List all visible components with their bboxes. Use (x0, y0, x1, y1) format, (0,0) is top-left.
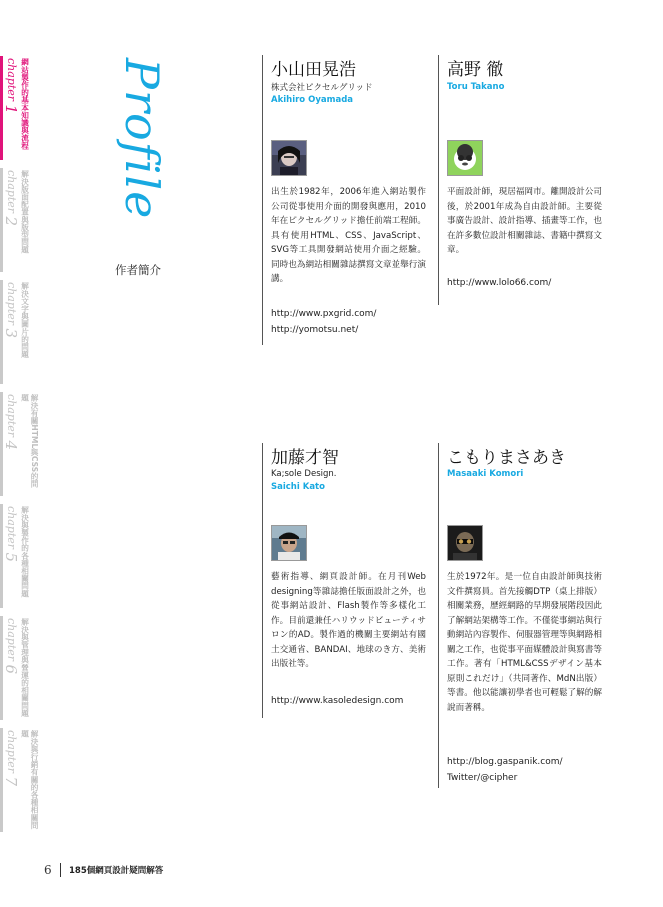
avatar-photo-icon (272, 526, 306, 560)
chapter-desc: 解決與製作的各種相關問題 (20, 506, 30, 598)
divider-line (438, 55, 439, 305)
book-title: 185個網頁設計疑問解答 (69, 866, 164, 876)
page-number: 6 (44, 863, 52, 877)
page-subtitle: 作者簡介 (115, 263, 161, 277)
avatar (271, 140, 307, 176)
chapter-desc: 解決文字與圖片的問題 (20, 282, 30, 358)
author-card (262, 443, 442, 743)
author-romaji: Masaaki Komori (447, 469, 524, 479)
author-bio: 生於1972年。是一位自由設計師與技術文件撰寫員。首先接觸DTP（桌上排版）相關業務，歷經網路的早期發展階段因此了解網站架構等工作。不僅從事網站與行動網站內容製作、伺服器管理等與網路相關之工作，也從事平面媒體設計與寫書等工作。著有「HTML&CSSデザイン基本原則これだけ」（共同著作、MdN出版）等書。他以能讓初學者也可輕鬆了解的解說而著稱。 (447, 572, 602, 713)
page-footer (44, 862, 163, 878)
avatar-photo-icon (272, 141, 306, 175)
link-website[interactable]: http://www.lolo66.com/ (447, 278, 552, 288)
author-company: Ka;sole Design. (271, 469, 337, 479)
author-card (438, 443, 618, 803)
author-links (271, 693, 403, 709)
author-card (262, 55, 442, 355)
chapter-tab-2[interactable] (0, 168, 52, 276)
link-website[interactable]: http://yomotsu.net/ (271, 325, 359, 335)
author-romaji: Toru Takano (447, 82, 505, 92)
author-bio: 出生於1982年，2006年進入網站製作公司從事使用介面的開發與應用，2010年在ピクセルグリッド擔任前端工程師。具有使用HTML、CSS、JavaScript、SVG等工具開發網站使用介面之經驗。同時也為網站相關雜誌撰寫文章並舉行演講。 (271, 187, 426, 284)
author-name: 加藤才智 (271, 448, 339, 468)
chapter-tab-7[interactable] (0, 728, 52, 836)
author-bio: 藝術指導、網頁設計師。在月刊Web designing等雜誌擔任版面設計之外，也從事網站設計、Flash製作等多樣化工作。目前還兼任ハリウッドビューティサロン的AD。製作過的機關主要網站有國土交通省、BANDAI、地球のき方、美術出版社等。 (271, 572, 426, 669)
author-links (271, 306, 376, 338)
avatar-photo-icon (448, 526, 482, 560)
chapter-tab-6[interactable] (0, 616, 52, 724)
footer-divider (60, 863, 61, 877)
avatar (271, 525, 307, 561)
chapter-label: chapter 4 (2, 394, 20, 451)
chapter-tab-1[interactable] (0, 56, 52, 164)
divider-line (262, 55, 263, 345)
chapter-tab-3[interactable] (0, 280, 52, 388)
chapter-label: chapter 3 (2, 282, 20, 339)
author-name: 高野 徹 (447, 60, 504, 80)
chapter-label: chapter 7 (2, 730, 20, 787)
avatar (447, 525, 483, 561)
avatar-illustration-icon (448, 141, 482, 175)
chapter-desc: 解決版面配置與版型問題 (20, 170, 30, 254)
chapter-desc: 解決有關HTML與CSS的問題 (20, 394, 39, 488)
chapter-label: chapter 6 (2, 618, 20, 675)
author-card (438, 55, 618, 355)
author-romaji: Akihiro Oyamada (271, 95, 354, 105)
divider-line (438, 443, 439, 788)
divider-line (262, 443, 263, 718)
chapter-label: chapter 1 (2, 58, 20, 115)
chapter-desc: 網站製作的基本知識與流程 (20, 58, 30, 150)
author-romaji: Saichi Kato (271, 482, 325, 492)
link-website[interactable]: http://www.pxgrid.com/ (271, 309, 377, 319)
avatar (447, 140, 483, 176)
chapter-tab-5[interactable] (0, 504, 52, 612)
chapter-tab-4[interactable] (0, 392, 52, 500)
author-company: 株式会社ピクセルグリッド (271, 83, 373, 93)
author-bio: 平面設計師，現居福岡市。離開設計公司後，於2001年成為自由設計師。主要從事廣告設計、設計指導、插畫等工作，也在許多數位設計相關雜誌、書籍中撰寫文章。 (447, 187, 602, 255)
chapter-desc: 解決與行銷有關的各種相關問題 (20, 730, 39, 829)
chapter-label: chapter 2 (2, 170, 20, 227)
link-website[interactable]: http://www.kasoledesign.com (271, 696, 404, 706)
author-name: 小山田晃浩 (271, 60, 356, 80)
author-links (447, 275, 551, 291)
chapter-label: chapter 5 (2, 506, 20, 563)
page-title: Profile (115, 58, 169, 220)
author-name: こもりまさあき (447, 448, 566, 468)
link-twitter[interactable]: Twitter/@cipher (447, 773, 518, 783)
chapter-desc: 解決與管理與營運的相關問題 (20, 618, 30, 717)
link-website[interactable]: http://blog.gaspanik.com/ (447, 757, 563, 767)
author-links (447, 754, 563, 786)
